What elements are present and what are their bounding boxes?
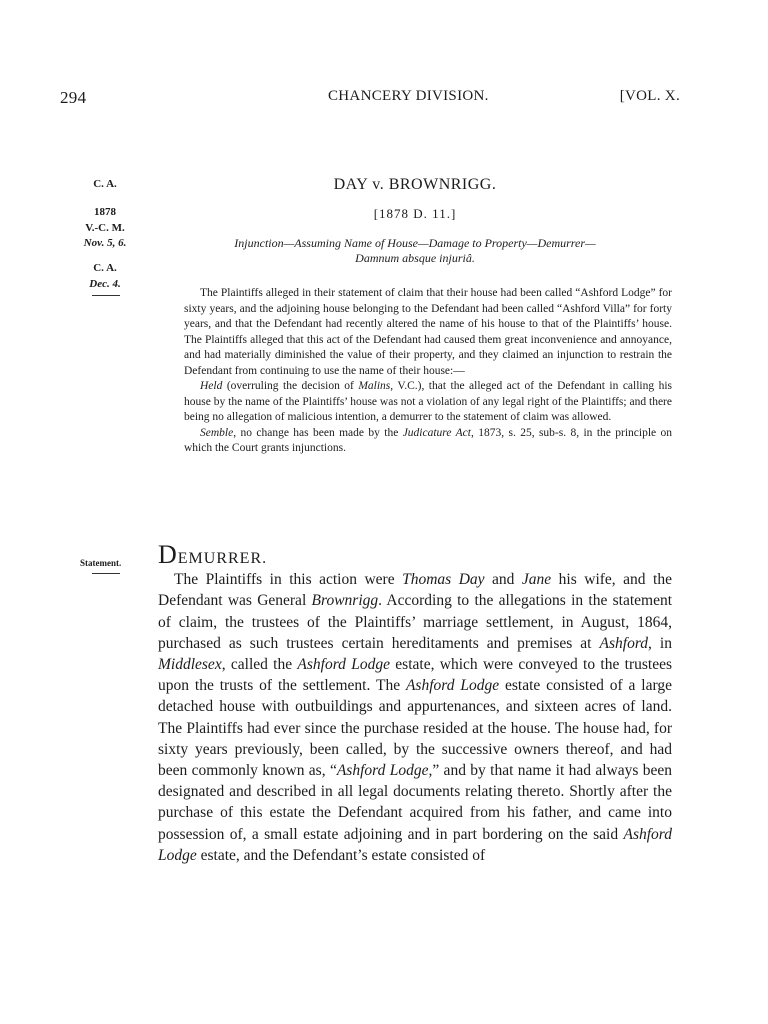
volume-label: [VOL. X. [619,88,680,104]
running-header [60,88,680,110]
case-citation: [1878 D. 11.] [373,206,457,221]
margin-court-vcm: V.-C. M. [85,222,125,234]
catchwords-line-1: Injunction—Assuming Name of House—Damage to Property—Demurrer— [234,236,596,250]
headnote-paragraph-1: The Plaintiffs alleged in their statement of claim that their house had been called “Ashford Lodge” for sixty years, and the adjoining house belonging to the Defendant had been called “Ashford Villa” for forty years, and that the Defendant had recently altered the name of his house to that of the Plaintiffs’ house. The Plaintiffs alleged that this act of the Defendant had caused them great inconvenience and annoyance, and had materially diminished the value of their property, and they claimed an injunction to restrain the Defendant from continuing to use the name of their house:— [184,287,672,377]
demurrer-heading: DEMURRER. [158,540,268,569]
headnote-paragraph-3: Semble, no change has been made by the Judicature Act, 1873, s. 25, sub-s. 8, in the principle on which the Court grants injunctions. [184,426,672,454]
judge-name: Malins [358,380,391,392]
margin-rule-statement [92,573,120,574]
margin-court-ca: C. A. [93,178,117,190]
margin-date-dec: Dec. 4. [89,278,121,290]
act-name: Judicature Act [402,426,471,439]
margin-rule [92,295,120,296]
margin-date-nov: Nov. 5, 6. [83,237,127,249]
page-number: 294 [60,88,87,107]
catchwords [160,236,670,266]
statement-body [158,540,673,866]
case-title: DAY v. BROWNRIGG. [333,176,497,193]
headnote-paragraph-2: Held (overruling the decision of Malins, V.C.), that the alleged act of the Defendant in calling his house by the name of the Plaintiffs’ house was not a violation of any legal right of the Plaintiffs; and there being no allegation of malicious intention, a demurrer to the statement of claim was allowed. [184,380,672,423]
margin-court-ca-2: C. A. [93,262,117,274]
held-label: Held [200,380,223,392]
margin-statement-label: Statement. [80,558,122,568]
semble-label: Semble [200,426,234,439]
running-title: CHANCERY DIVISION. [328,88,489,104]
statement-paragraph: The Plaintiffs in this action were Thomas Day and Jane his wife, and the Defendant was General Brownrigg. According to the allegations in the statement of claim, the trustees of the Plaintiffs’ marriage settlement, in August, 1864, purchased as such trustees certain hereditaments and premises at Ashford, in Middlesex, called the Ashford Lodge estate, which were conveyed to the trustees upon the trusts of the settlement. The Ashford Lodge estate consisted of a large detached house with outbuildings and appurtenances, and sixteen acres of land. The Plaintiffs had ever since the purchase resided at the house. The house had, for sixty years previously, been called, by the successive owners thereof, and had been commonly known as, “Ashford Lodge,” and by that name it had always been designated and described in all legal documents relating thereto. Shortly after the purchase of this estate the Defendant acquired from his father, and came into possession of, a small estate adjoining and in part bordering on the said Ashford Lodge estate, and the Defendant’s estate consisted of [158,571,673,864]
headnote [184,286,672,457]
catchwords-line-2: Damnum absque injuriâ. [355,251,475,265]
margin-year: 1878 [94,206,116,218]
